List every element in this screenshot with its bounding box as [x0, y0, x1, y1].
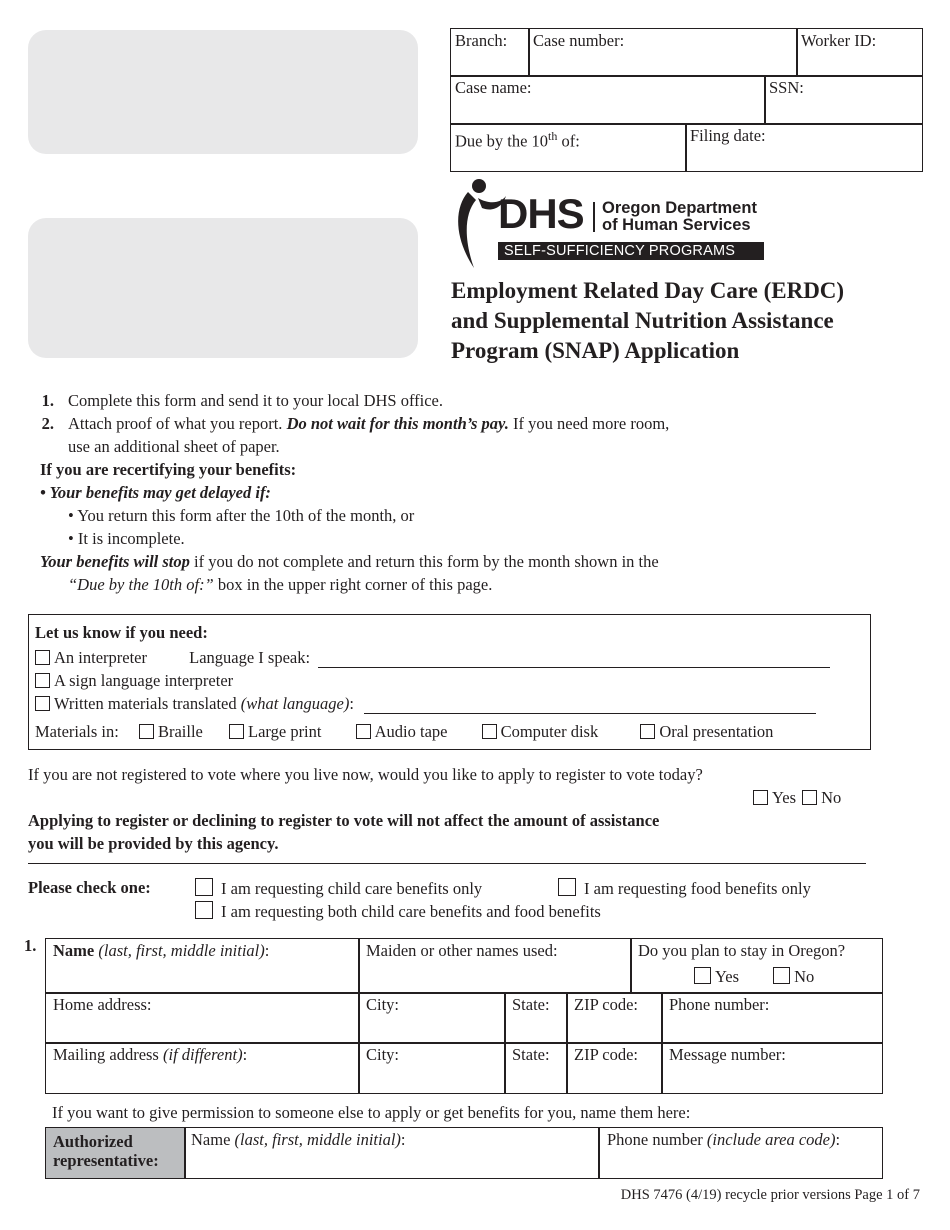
mailing-zip-field[interactable]: ZIP code:	[566, 1042, 663, 1094]
interpreter-row: An interpreter Language I speak:	[35, 648, 865, 668]
maiden-name-field[interactable]: Maiden or other names used:	[358, 938, 632, 994]
vote-no-checkbox[interactable]	[802, 790, 817, 805]
computer-disk-checkbox[interactable]	[482, 724, 497, 739]
mailing-city-field[interactable]: City:	[358, 1042, 506, 1094]
auth-rep-name-field[interactable]: Name (last, first, middle initial):	[184, 1127, 600, 1179]
case-name-field[interactable]: Case name:	[450, 75, 766, 125]
written-row: Written materials translated (what language):	[35, 694, 865, 714]
both-benefits-checkbox[interactable]	[195, 901, 213, 919]
page-title: Employment Related Day Care (ERDC) and Supplemental Nutrition Assistance Program (SNAP) Application	[451, 278, 845, 363]
branch-field[interactable]: Branch:	[450, 28, 530, 77]
auth-intro: If you want to give permission to someone else to apply or get benefits for you, name them here:	[52, 1103, 691, 1122]
case-number-field[interactable]: Case number:	[528, 28, 798, 77]
form-footer: DHS 7476 (4/19) recycle prior versions Page 1 of 7	[620, 1187, 920, 1203]
written-materials-checkbox[interactable]	[35, 696, 50, 711]
office-label-box	[28, 218, 418, 358]
filing-date-field[interactable]: Filing date:	[685, 123, 923, 172]
stay-yes-checkbox[interactable]	[694, 967, 711, 984]
stay-no-checkbox[interactable]	[773, 967, 790, 984]
name-field[interactable]: Name (last, first, middle initial):	[45, 938, 360, 994]
interpreter-checkbox[interactable]	[35, 650, 50, 665]
ssn-field[interactable]: SSN:	[764, 75, 923, 125]
accommodations-box	[28, 614, 871, 750]
address-label-box	[28, 30, 418, 154]
logo-acronym: DHS	[498, 190, 584, 237]
dhs-logo	[448, 178, 768, 270]
home-address-field[interactable]: Home address:	[45, 992, 360, 1044]
vote-yes-checkbox[interactable]	[753, 790, 768, 805]
check-one-label: Please check one:	[28, 878, 151, 897]
mailing-state-field[interactable]: State:	[504, 1042, 568, 1094]
language-input[interactable]	[318, 653, 830, 668]
vote-notice: Applying to register or declining to register to vote will not affect the amount of assistance you will be provided by this agency.	[28, 811, 660, 853]
logo-org-line2: of Human Services	[602, 216, 751, 234]
stay-oregon-field: Do you plan to stay in Oregon? Yes No	[630, 938, 883, 994]
section-number: 1.	[24, 936, 37, 955]
section-divider	[28, 863, 866, 864]
due-by-field[interactable]: Due by the 10th of:	[450, 123, 687, 172]
check-one-option-3: I am requesting both child care benefits and food benefits	[195, 901, 601, 922]
auth-rep-phone-field[interactable]: Phone number (include area code):	[598, 1127, 883, 1179]
written-language-input[interactable]	[364, 699, 816, 714]
food-only-checkbox[interactable]	[558, 878, 576, 896]
mailing-address-field[interactable]: Mailing address (if different):	[45, 1042, 360, 1094]
logo-program-bar: SELF-SUFFICIENCY PROGRAMS	[498, 242, 764, 260]
materials-row: Materials in: Braille Large print Audio tape Computer disk Oral presentation	[35, 722, 774, 741]
instructions: 1. Complete this form and send it to your local DHS office. 2. Attach proof of what you report. Do not wait for this month’s pay. If you need more room, use an additional sheet of paper. If you are recertifying your benefits: • Your benefits may get delayed if: • You return this form after the 10th of the month, or • It is incomplete. Your benefits will stop if you do not complete and return this form by the month shown in the “Due by the 10th of:” box in the upper right corner of this page.	[40, 391, 670, 594]
oral-presentation-checkbox[interactable]	[640, 724, 655, 739]
home-state-field[interactable]: State:	[504, 992, 568, 1044]
sign-interpreter-checkbox[interactable]	[35, 673, 50, 688]
vote-question: If you are not registered to vote where you live now, would you like to apply to register to vote today?	[28, 765, 703, 784]
worker-id-field[interactable]: Worker ID:	[796, 28, 923, 77]
check-one-option-2: I am requesting food benefits only	[558, 878, 811, 899]
audio-tape-checkbox[interactable]	[356, 724, 371, 739]
logo-divider	[593, 202, 595, 232]
home-zip-field[interactable]: ZIP code:	[566, 992, 663, 1044]
check-one-option-1: I am requesting child care benefits only	[195, 878, 482, 899]
needs-heading: Let us know if you need:	[35, 623, 208, 642]
message-number-field[interactable]: Message number:	[661, 1042, 883, 1094]
child-care-only-checkbox[interactable]	[195, 878, 213, 896]
auth-rep-heading: Authorized representative:	[45, 1127, 186, 1179]
vote-options: Yes No	[753, 788, 841, 808]
phone-number-field[interactable]: Phone number:	[661, 992, 883, 1044]
sign-row: A sign language interpreter	[35, 671, 233, 691]
large-print-checkbox[interactable]	[229, 724, 244, 739]
braille-checkbox[interactable]	[139, 724, 154, 739]
home-city-field[interactable]: City:	[358, 992, 506, 1044]
logo-org-line1: Oregon Department	[602, 199, 757, 217]
